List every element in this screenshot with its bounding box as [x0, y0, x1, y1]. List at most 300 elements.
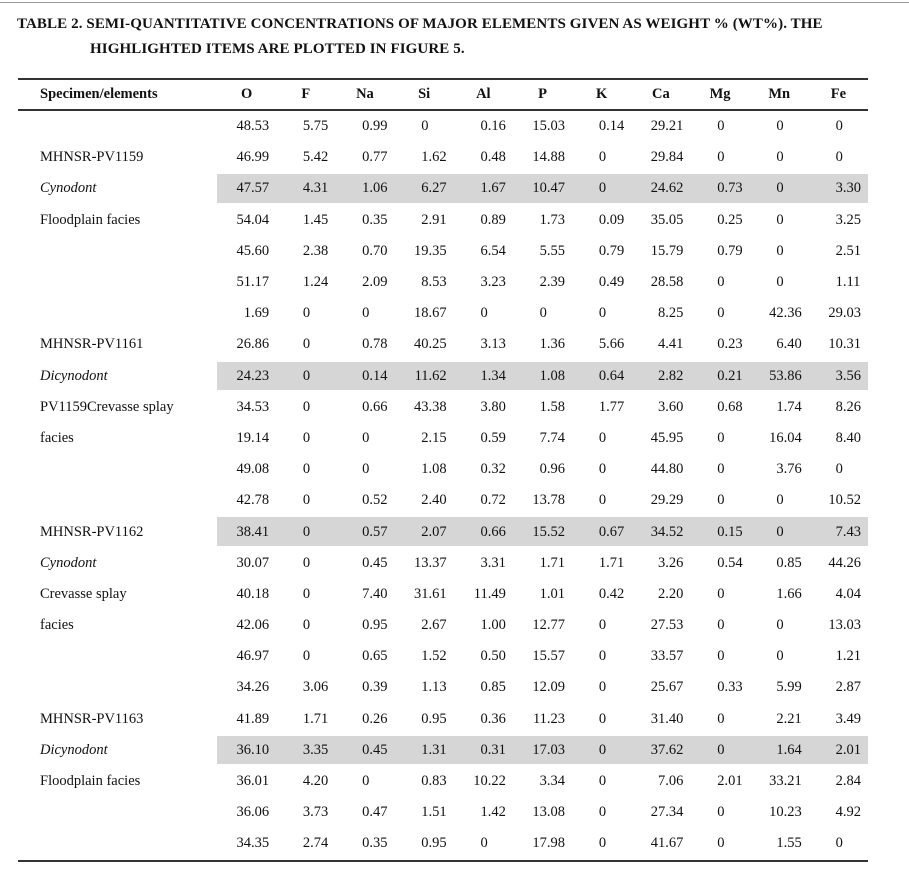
value-decimal-part: .51	[428, 804, 447, 821]
value-cell	[217, 336, 276, 353]
value-decimal-part: .31	[487, 741, 506, 758]
value-integer-part: 18	[414, 305, 429, 322]
value-integer-part: 10	[828, 336, 843, 353]
value-integer-part: 0	[598, 274, 607, 291]
value-decimal-part: .18	[251, 585, 270, 602]
value-decimal-part: .67	[428, 617, 447, 634]
value-decimal-part: .76	[783, 461, 802, 478]
value-decimal-part: .25	[428, 336, 447, 353]
value-integer-part: 33	[769, 773, 784, 790]
value-decimal-part	[310, 617, 335, 634]
value-integer-part: 0	[598, 710, 607, 727]
value-decimal-part: .23	[783, 804, 802, 821]
value-integer-part: 0	[480, 648, 488, 665]
value-decimal-part: .07	[251, 554, 270, 571]
value-decimal-part	[606, 742, 631, 759]
value-decimal-part	[724, 742, 749, 759]
value-integer-part: 0	[302, 617, 311, 634]
value-integer-part: 30	[236, 554, 251, 571]
value-decimal-part: .52	[428, 648, 447, 665]
value-decimal-part: .05	[665, 211, 684, 228]
value-decimal-part: .14	[369, 367, 388, 384]
value-cell	[454, 212, 513, 229]
value-cell	[276, 118, 335, 135]
value-decimal-part	[724, 274, 749, 291]
value-integer-part: 0	[717, 398, 725, 415]
value-decimal-part: .40	[665, 710, 684, 727]
value-decimal-part	[310, 368, 335, 385]
value-decimal-part: .66	[606, 336, 625, 353]
value-integer-part: 0	[598, 773, 607, 790]
value-integer-part: 0	[362, 461, 370, 478]
value-integer-part: 3	[480, 274, 488, 291]
value-integer-part: 0	[362, 648, 370, 665]
value-cell	[217, 586, 276, 603]
value-decimal-part	[310, 305, 335, 322]
value-decimal-part: .03	[546, 118, 566, 135]
value-cell	[750, 461, 809, 478]
value-cell	[335, 461, 394, 478]
value-integer-part: 11	[473, 585, 488, 602]
value-decimal-part: .41	[251, 523, 270, 540]
value-integer-part: 0	[776, 149, 784, 166]
value-integer-part: 2	[835, 773, 843, 790]
value-decimal-part: .26	[369, 710, 388, 727]
value-integer-part: 8	[421, 274, 429, 291]
value-decimal-part: .06	[310, 679, 329, 696]
value-cell	[631, 742, 690, 759]
value-cell	[631, 555, 690, 572]
value-decimal-part: .07	[428, 523, 447, 540]
value-decimal-part: .15	[428, 429, 447, 446]
value-cell	[454, 399, 513, 416]
value-decimal-part: .25	[724, 211, 743, 228]
value-decimal-part: .42	[310, 149, 329, 166]
value-cell	[276, 180, 335, 197]
value-cell	[631, 835, 690, 852]
value-cell	[690, 711, 749, 728]
value-decimal-part: .88	[546, 149, 566, 166]
value-decimal-part: .01	[251, 773, 270, 790]
value-cell	[690, 118, 749, 135]
value-decimal-part: .66	[369, 398, 388, 415]
value-decimal-part: .74	[783, 398, 802, 415]
value-integer-part: 2	[658, 585, 666, 602]
value-cell	[276, 461, 335, 478]
value-cell	[690, 742, 749, 759]
value-integer-part: 6	[776, 336, 784, 353]
value-cell	[454, 555, 513, 572]
value-cell	[217, 648, 276, 665]
value-cell	[750, 305, 809, 322]
value-decimal-part: .99	[251, 149, 270, 166]
value-integer-part: 0	[480, 741, 488, 758]
value-cell	[276, 804, 335, 821]
value-decimal-part: .35	[369, 211, 388, 228]
value-cell	[690, 430, 749, 447]
value-decimal-part	[606, 648, 631, 665]
value-integer-part: 0	[480, 492, 488, 509]
value-decimal-part: .65	[369, 648, 388, 665]
value-decimal-part: .08	[546, 804, 566, 821]
value-integer-part: 0	[480, 211, 488, 228]
value-cell	[572, 212, 631, 229]
value-integer-part: 2	[835, 679, 843, 696]
value-decimal-part: .69	[251, 305, 270, 322]
value-decimal-part: .80	[665, 461, 684, 478]
value-integer-part: 14	[532, 149, 547, 166]
value-decimal-part: .67	[606, 523, 625, 540]
value-integer-part: 46	[236, 648, 251, 665]
value-decimal-part	[724, 149, 749, 166]
value-integer-part: 8	[658, 305, 666, 322]
value-decimal-part: .71	[310, 710, 329, 727]
value-integer-part: 36	[236, 741, 251, 758]
value-decimal-part	[724, 586, 749, 603]
value-cell	[395, 180, 454, 197]
value-cell	[809, 368, 868, 385]
value-decimal-part: .64	[606, 367, 625, 384]
value-cell	[690, 648, 749, 665]
value-cell	[276, 555, 335, 572]
value-integer-part: 0	[302, 648, 311, 665]
value-integer-part: 0	[717, 149, 725, 166]
value-decimal-part: .14	[251, 429, 270, 446]
value-cell	[809, 180, 868, 197]
column-header-ca: Ca	[651, 86, 670, 102]
value-integer-part: 0	[362, 398, 370, 415]
value-cell	[809, 617, 868, 634]
value-decimal-part: .23	[546, 710, 566, 727]
caption-line-2: HIGHLIGHTED ITEMS ARE PLOTTED IN FIGURE 5.	[90, 41, 465, 57]
value-cell	[454, 742, 513, 759]
value-decimal-part: .95	[428, 710, 447, 727]
value-cell	[631, 149, 690, 166]
value-decimal-part	[547, 305, 572, 322]
value-decimal-part: .26	[842, 554, 861, 571]
value-decimal-part	[310, 492, 335, 509]
value-decimal-part: .26	[251, 679, 270, 696]
value-decimal-part: .21	[724, 367, 743, 384]
value-decimal-part: .06	[369, 180, 388, 197]
value-cell	[335, 586, 394, 603]
value-decimal-part: .60	[665, 398, 684, 415]
value-integer-part: 31	[650, 710, 666, 727]
value-integer-part: 54	[236, 211, 251, 228]
value-integer-part: 3	[539, 773, 547, 790]
value-cell	[217, 804, 276, 821]
value-integer-part: 0	[776, 617, 784, 634]
value-integer-part: 0	[776, 211, 784, 228]
value-decimal-part: .03	[842, 617, 861, 634]
value-decimal-part: .67	[665, 679, 684, 696]
value-decimal-part: .58	[546, 398, 566, 415]
table-body	[18, 111, 868, 862]
value-cell	[395, 399, 454, 416]
value-decimal-part: .06	[251, 804, 270, 821]
value-cell	[395, 555, 454, 572]
value-integer-part: 0	[302, 461, 311, 478]
value-cell	[809, 336, 868, 353]
value-integer-part: 2	[539, 274, 547, 291]
value-cell	[395, 492, 454, 509]
table-row	[18, 516, 868, 547]
value-cell	[395, 149, 454, 166]
value-integer-part: 0	[302, 336, 311, 353]
value-decimal-part: .10	[251, 741, 270, 758]
value-decimal-part	[724, 430, 749, 447]
value-cell	[809, 149, 868, 166]
value-decimal-part: .84	[665, 149, 684, 166]
value-cell	[217, 368, 276, 385]
value-cell	[276, 773, 335, 790]
value-cell	[217, 180, 276, 197]
value-integer-part: 36	[236, 773, 251, 790]
value-cell	[572, 648, 631, 665]
value-integer-part: 3	[835, 211, 843, 228]
value-decimal-part: .78	[369, 336, 388, 353]
value-decimal-part: .35	[251, 835, 270, 852]
value-integer-part: 44	[650, 461, 666, 478]
value-cell	[809, 804, 868, 821]
value-cell	[572, 742, 631, 759]
value-cell	[276, 212, 335, 229]
value-integer-part: 0	[717, 305, 725, 322]
value-cell	[690, 368, 749, 385]
value-decimal-part: .55	[546, 242, 566, 259]
value-integer-part: 1	[480, 804, 488, 821]
value-cell	[276, 274, 335, 291]
value-decimal-part	[606, 711, 631, 728]
value-cell	[395, 368, 454, 385]
value-integer-part: 17	[532, 835, 547, 852]
value-cell	[513, 180, 572, 197]
value-decimal-part: .52	[842, 492, 861, 509]
value-integer-part: 43	[414, 398, 429, 415]
value-cell	[631, 773, 690, 790]
value-decimal-part: .30	[842, 180, 861, 197]
specimen-label: PV1159Crevasse splay	[40, 398, 174, 415]
value-decimal-part: .38	[428, 398, 447, 415]
value-decimal-part	[606, 804, 631, 821]
value-decimal-part: .53	[251, 398, 270, 415]
value-integer-part: 4	[835, 585, 843, 602]
value-cell	[513, 368, 572, 385]
value-decimal-part	[606, 149, 631, 166]
value-integer-part: 0	[717, 336, 725, 353]
value-integer-part: 0	[776, 242, 784, 259]
value-cell	[690, 492, 749, 509]
value-decimal-part	[784, 524, 809, 541]
value-cell	[276, 399, 335, 416]
value-cell	[690, 243, 749, 260]
value-integer-part: 0	[302, 523, 311, 540]
value-decimal-part: .96	[546, 461, 566, 478]
value-integer-part: 0	[717, 648, 725, 665]
value-integer-part: 31	[414, 585, 429, 602]
value-cell	[335, 524, 394, 541]
value-cell	[631, 492, 690, 509]
value-integer-part: 0	[717, 554, 725, 571]
value-integer-part: 0	[362, 367, 370, 384]
value-decimal-part: .09	[606, 211, 625, 228]
value-integer-part: 53	[769, 367, 784, 384]
value-decimal-part: .21	[842, 648, 861, 665]
value-integer-part: 49	[236, 461, 251, 478]
column-header-na: Na	[356, 86, 374, 102]
value-integer-part: 3	[776, 461, 784, 478]
value-cell	[395, 430, 454, 447]
value-cell	[750, 711, 809, 728]
value-decimal-part: .62	[428, 149, 447, 166]
value-decimal-part	[310, 648, 335, 665]
value-integer-part: 0	[717, 710, 725, 727]
table-row	[18, 797, 868, 828]
value-integer-part: 1	[302, 710, 311, 727]
value-decimal-part: .20	[310, 773, 329, 790]
value-decimal-part: .78	[251, 492, 270, 509]
value-cell	[572, 679, 631, 696]
value-decimal-part	[310, 524, 335, 541]
value-decimal-part	[784, 149, 809, 166]
value-cell	[572, 149, 631, 166]
value-cell	[513, 118, 572, 135]
table-caption	[17, 12, 902, 62]
value-integer-part: 0	[362, 429, 370, 446]
value-integer-part: 0	[717, 180, 725, 197]
value-cell	[217, 524, 276, 541]
value-decimal-part: .89	[487, 211, 506, 228]
value-cell	[750, 524, 809, 541]
value-integer-part: 16	[769, 429, 784, 446]
value-cell	[572, 524, 631, 541]
value-cell	[335, 243, 394, 260]
value-decimal-part	[843, 149, 868, 166]
value-decimal-part: .73	[310, 804, 329, 821]
value-decimal-part	[429, 118, 454, 135]
value-integer-part: 0	[362, 305, 370, 322]
specimen-label: Dicynodont	[40, 367, 108, 384]
table-row	[18, 329, 868, 360]
value-integer-part: 0	[362, 710, 370, 727]
value-cell	[631, 524, 690, 541]
value-integer-part: 8	[835, 398, 843, 415]
value-decimal-part: .38	[310, 242, 329, 259]
value-cell	[217, 742, 276, 759]
value-decimal-part: .36	[783, 305, 802, 322]
value-integer-part: 1	[539, 398, 547, 415]
value-decimal-part: .29	[665, 492, 684, 509]
value-integer-part: 51	[236, 274, 251, 291]
value-integer-part: 11	[414, 367, 429, 384]
value-decimal-part: .48	[487, 149, 506, 166]
value-decimal-part: .49	[606, 274, 625, 291]
value-cell	[809, 586, 868, 603]
value-integer-part: 0	[776, 523, 784, 540]
value-cell	[454, 243, 513, 260]
value-cell	[276, 336, 335, 353]
value-decimal-part: .04	[842, 585, 861, 602]
value-decimal-part: .58	[665, 274, 684, 291]
value-cell	[631, 679, 690, 696]
value-cell	[513, 586, 572, 603]
value-cell	[809, 835, 868, 852]
value-integer-part: 29	[650, 149, 666, 166]
value-integer-part: 0	[362, 773, 370, 790]
table-row	[18, 205, 868, 236]
value-decimal-part	[724, 118, 749, 135]
value-cell	[217, 461, 276, 478]
value-cell	[276, 679, 335, 696]
value-decimal-part	[784, 180, 809, 197]
value-decimal-part: .64	[783, 741, 802, 758]
value-cell	[572, 586, 631, 603]
value-integer-part: 2	[421, 617, 429, 634]
value-decimal-part	[606, 305, 631, 322]
value-cell	[631, 399, 690, 416]
value-decimal-part: .34	[665, 804, 684, 821]
value-cell	[513, 835, 572, 852]
value-integer-part: 0	[598, 585, 607, 602]
value-decimal-part: .09	[369, 274, 388, 291]
value-cell	[276, 149, 335, 166]
value-decimal-part: .25	[665, 305, 684, 322]
value-integer-part: 0	[717, 367, 725, 384]
column-header-al: Al	[476, 86, 491, 102]
value-decimal-part: .60	[251, 242, 270, 259]
value-decimal-part: .95	[428, 835, 447, 852]
value-integer-part: 13	[532, 492, 547, 509]
column-header-k: K	[596, 86, 608, 102]
value-integer-part: 1	[776, 585, 784, 602]
value-decimal-part: .59	[487, 429, 506, 446]
value-decimal-part: .55	[783, 835, 802, 852]
value-decimal-part: .17	[251, 274, 270, 291]
value-integer-part: 0	[598, 211, 607, 228]
value-integer-part: 12	[532, 679, 547, 696]
value-cell	[750, 243, 809, 260]
value-cell	[809, 648, 868, 665]
value-decimal-part	[784, 118, 809, 135]
value-cell	[750, 773, 809, 790]
value-cell	[631, 180, 690, 197]
value-integer-part: 0	[421, 118, 429, 135]
column-header-specimen: Specimen/elements	[40, 86, 158, 102]
value-integer-part: 0	[598, 242, 607, 259]
value-integer-part: 2	[302, 242, 311, 259]
value-cell	[217, 679, 276, 696]
value-cell	[276, 430, 335, 447]
value-decimal-part: .75	[310, 118, 329, 135]
value-integer-part: 0	[598, 429, 607, 446]
value-integer-part: 5	[302, 149, 311, 166]
value-integer-part: 0	[776, 118, 784, 135]
table-row	[18, 173, 868, 204]
value-decimal-part: .39	[546, 274, 566, 291]
value-decimal-part: .62	[665, 741, 684, 758]
value-integer-part: 44	[828, 554, 843, 571]
value-integer-part: 0	[598, 835, 607, 852]
value-cell	[690, 399, 749, 416]
caption-line-1: TABLE 2. SEMI-QUANTITATIVE CONCENTRATIONS OF MAJOR ELEMENTS GIVEN AS WEIGHT % (WT%). THE	[17, 16, 823, 32]
value-integer-part: 3	[302, 679, 311, 696]
value-decimal-part: .98	[546, 835, 566, 852]
value-cell	[454, 492, 513, 509]
value-integer-part: 1	[598, 554, 607, 571]
value-integer-part: 0	[480, 149, 488, 166]
value-cell	[217, 243, 276, 260]
value-integer-part: 0	[776, 180, 784, 197]
